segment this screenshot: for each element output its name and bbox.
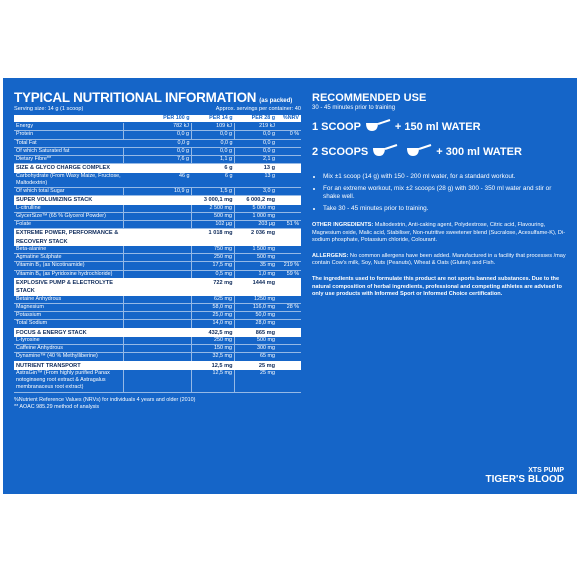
row-value (124, 353, 192, 361)
row-value: 102 µg (192, 221, 235, 229)
nutrition-table-header (14, 115, 301, 123)
row-value (277, 246, 301, 254)
row-value: 1250 mg (235, 296, 278, 304)
row-value: 782 kJ (124, 123, 192, 131)
section-header-row (14, 328, 301, 337)
section-header-row (14, 361, 301, 370)
row-value: 25 mg (235, 361, 278, 370)
row-value (124, 254, 192, 262)
row-value (277, 196, 301, 205)
table-row (14, 303, 301, 311)
table-row (14, 205, 301, 213)
row-label: Of which total Sugar (14, 188, 124, 196)
row-value (124, 221, 192, 229)
section-header-row (14, 229, 301, 246)
table-row (14, 173, 301, 188)
row-value (277, 139, 301, 147)
row-value: 500 mg (235, 254, 278, 262)
serving-size: Serving size: 14 g (1 scoop) (14, 106, 84, 112)
row-label: Beta-alanine (14, 246, 124, 254)
table-row (14, 312, 301, 320)
table-row (14, 320, 301, 328)
row-value: 5 000 mg (235, 205, 278, 213)
row-label: Vitamin B₃ (as Nicotinamide) (14, 262, 124, 270)
row-value: 3 000,1 mg (192, 196, 235, 205)
row-value: 25 mg (235, 370, 278, 392)
row-value: 2,1 g (235, 156, 278, 164)
usage-steps (312, 173, 566, 213)
row-value: 203 µg (235, 221, 278, 229)
table-sub-row (14, 188, 301, 196)
row-value (277, 173, 301, 188)
serving-info (14, 106, 301, 112)
table-row (14, 353, 301, 361)
sport-warning: The ingredients used to formulate this product are not sports banned substances. Due to the natural composition of herbal ingredients, professional and competing athletes are advised to only use products with Informed Sport or Informed Choice certification. (312, 276, 562, 297)
row-label: Caffeine Anhydrous (14, 345, 124, 353)
footnote-nrv: %Nutrient Reference Values (NRVs) for individuals 4 years and older (2010) (14, 396, 196, 403)
row-value: 250 mg (192, 254, 235, 262)
row-value (277, 205, 301, 213)
row-value: 500 mg (235, 337, 278, 345)
row-value (277, 320, 301, 328)
nutrition-footnotes (14, 397, 301, 411)
table-row (14, 156, 301, 164)
row-value (124, 303, 192, 311)
table-row (14, 254, 301, 262)
row-value (124, 296, 192, 304)
scoop-one-label: 1 SCOOP (312, 121, 361, 133)
row-value (124, 312, 192, 320)
usage-step: • Mix ±1 scoop (14 g) with 150 - 200 ml water, for a standard workout. (323, 173, 566, 182)
row-value: 432,5 mg (192, 328, 235, 337)
row-value (124, 320, 192, 328)
row-value (277, 296, 301, 304)
row-value (277, 229, 301, 246)
product-name-block (486, 467, 565, 485)
row-value: 14,0 mg (192, 320, 235, 328)
table-row (14, 262, 301, 270)
table-row (14, 337, 301, 345)
table-row (14, 212, 301, 220)
scoop-two-label: 2 SCOOPS (312, 146, 369, 158)
label-panel (3, 78, 577, 494)
row-value (124, 164, 192, 173)
row-value: 219 % (277, 262, 301, 270)
row-value (277, 147, 301, 155)
row-value: 1,1 g (192, 156, 235, 164)
footnote-aoac: ** AOAC 985.29 method of analysis (14, 403, 100, 410)
row-value: 0,0 g (235, 139, 278, 147)
row-value: 13 g (235, 173, 278, 188)
row-value: 6 g (192, 164, 235, 173)
row-value: 32,5 mg (192, 353, 235, 361)
row-value: 28,0 mg (235, 320, 278, 328)
row-value (124, 205, 192, 213)
row-value (124, 370, 192, 392)
row-value (277, 337, 301, 345)
row-value: 500 mg (192, 212, 235, 220)
row-value: 46 g (124, 173, 192, 188)
row-label: Total Sodium (14, 320, 124, 328)
nutrition-section (14, 90, 301, 411)
row-label: Vitamin B₆ (as Pyridoxine hydrochloride) (14, 270, 124, 278)
row-value (124, 262, 192, 270)
row-value (124, 361, 192, 370)
scoop-one-water: + 150 ml WATER (394, 121, 481, 133)
usage-step: • For an extreme workout, mix ±2 scoops (28 g) with 300 - 350 ml water and stir or shake well. (323, 185, 566, 202)
table-row (14, 270, 301, 278)
row-value: 0,0 g (192, 147, 235, 155)
row-value (277, 361, 301, 370)
row-value: 250 mg (192, 337, 235, 345)
row-label: Protein (14, 131, 124, 139)
table-row (14, 139, 301, 147)
row-value: 0,0 g (235, 131, 278, 139)
row-value (277, 370, 301, 392)
row-label: Folate (14, 221, 124, 229)
col-header: %NRV (277, 115, 301, 123)
product-flavour: TIGER'S BLOOD (485, 474, 564, 485)
col-header: PER 14 g (192, 115, 235, 123)
row-value (124, 278, 192, 295)
row-value: 1,5 g (192, 188, 235, 196)
row-value (277, 328, 301, 337)
table-row (14, 221, 301, 229)
row-value: 150 mg (192, 345, 235, 353)
col-header: PER 28 g (235, 115, 278, 123)
row-value (277, 212, 301, 220)
row-value: 51 % (277, 221, 301, 229)
nutrition-title-row (14, 90, 301, 105)
row-value: 59 % (277, 270, 301, 278)
row-value (277, 353, 301, 361)
row-label: GlycerSize™ (65 % Glycerol Powder) (14, 212, 124, 220)
row-value: 2 036 mg (235, 229, 278, 246)
row-value (124, 229, 192, 246)
row-label: Of which Saturated fat (14, 147, 124, 155)
row-value: 1444 mg (235, 278, 278, 295)
row-label: L-tyrosine (14, 337, 124, 345)
row-value (277, 164, 301, 173)
row-label: SIZE & GLYCO CHARGE COMPLEX (14, 164, 124, 173)
row-label: Potassium (14, 312, 124, 320)
row-value (277, 254, 301, 262)
row-value: 35 mg (235, 262, 278, 270)
row-value: 7,6 g (124, 156, 192, 164)
row-value: 1 018 mg (192, 229, 235, 246)
row-value: 58,0 mg (192, 303, 235, 311)
row-value: 0,0 g (192, 131, 235, 139)
row-label: Dietary Fibre** (14, 156, 124, 164)
scoop-two-row (312, 145, 566, 159)
row-value: 65 mg (235, 353, 278, 361)
section-header-row (14, 278, 301, 295)
row-value: 1 000 mg (235, 212, 278, 220)
table-row (14, 345, 301, 353)
row-label: FOCUS & ENERGY STACK (14, 328, 124, 337)
nutrition-table (14, 115, 301, 393)
allergens-label: ALLERGENS: (312, 252, 349, 259)
row-value: 0,0 g (235, 147, 278, 155)
row-value: 13 g (235, 164, 278, 173)
row-label: EXTREME POWER, PERFORMANCE & RECOVERY STACK (14, 229, 124, 246)
row-value: 219 kJ (235, 123, 278, 131)
allergens-text: No common allergens have been added. Manufactured in a facility that processes /may contain Cow's milk, Soy, Nuts (Peanuts), Wheat & Oats (Gluten) and Fish. (312, 252, 566, 267)
row-label: L-citrulline (14, 205, 124, 213)
row-label: Total Fat (14, 139, 124, 147)
table-row (14, 131, 301, 139)
row-value (277, 188, 301, 196)
row-value: 0,0 g (124, 139, 192, 147)
row-value (277, 345, 301, 353)
table-row (14, 246, 301, 254)
other-ingredients (312, 222, 566, 244)
recommended-title: RECOMMENDED USE (312, 92, 427, 104)
row-value: 625 mg (192, 296, 235, 304)
row-value: 300 mg (235, 345, 278, 353)
row-label: Betaine Anhydrous (14, 296, 124, 304)
nutrition-title: TYPICAL NUTRITIONAL INFORMATION (14, 90, 257, 105)
row-label: SUPER VOLUMIZING STACK (14, 196, 124, 205)
row-value (277, 312, 301, 320)
row-value: 28 % (277, 303, 301, 311)
row-value: 2 500 mg (192, 205, 235, 213)
row-value (277, 156, 301, 164)
row-label: NUTRIENT TRANSPORT (14, 361, 124, 370)
scoop-icon (364, 119, 392, 136)
row-value: 750 mg (192, 246, 235, 254)
row-value (124, 270, 192, 278)
recommended-subtitle: 30 - 45 minutes prior to training (312, 105, 396, 111)
recommended-section (312, 92, 566, 298)
row-value (124, 345, 192, 353)
row-label: Dynamine™ (40 % Methylliberine) (14, 353, 124, 361)
scoop-icon (405, 144, 433, 161)
row-value: 0,0 g (192, 139, 235, 147)
row-label: Agmatine Sulphate (14, 254, 124, 262)
row-value: 3,0 g (235, 188, 278, 196)
usage-step: • Take 30 - 45 minutes prior to training. (323, 205, 566, 214)
row-value: 109 kJ (192, 123, 235, 131)
row-value: 0,0 g (124, 147, 192, 155)
row-value: 0,0 g (124, 131, 192, 139)
section-header-row (14, 164, 301, 173)
allergens (312, 253, 566, 267)
table-row (14, 296, 301, 304)
row-value: 17,5 mg (192, 262, 235, 270)
row-value (277, 278, 301, 295)
row-label: Magnesium (14, 303, 124, 311)
section-header-row (14, 196, 301, 205)
nutrition-title-note: (as packed) (259, 98, 293, 104)
row-label: Energy (14, 123, 124, 131)
scoop-one-row (312, 120, 566, 134)
row-value: 1 500 mg (235, 246, 278, 254)
table-row (14, 370, 301, 392)
row-value (124, 246, 192, 254)
servings-per-container: Approx. servings per container: 40 (215, 106, 301, 112)
row-value: 25,0 mg (192, 312, 235, 320)
row-value: 12,5 mg (192, 361, 235, 370)
row-value: 1,0 mg (235, 270, 278, 278)
row-value: 116,0 mg (235, 303, 278, 311)
row-value: 10,9 g (124, 188, 192, 196)
row-value: 0,5 mg (192, 270, 235, 278)
other-ingredients-text: Maltodextrin, Anti-caking agent, Polydextrose, Citric acid, Flavouring, Magnesium oxide, Malic acid, Stabiliser, Non-nutritive sweetener blend (Sucralose, Acesulfame-K), Di-sodium phosphate, Potassium chloride, Colourant. (312, 222, 566, 243)
row-value: 865 mg (235, 328, 278, 337)
row-value: 50,0 mg (235, 312, 278, 320)
row-label: EXPLOSIVE PUMP & ELECTROLYTE STACK (14, 278, 124, 295)
row-value (124, 212, 192, 220)
row-value (277, 123, 301, 131)
row-value: 6 000,2 mg (235, 196, 278, 205)
row-value: 12,5 mg (192, 370, 235, 392)
row-label: AstraGin™ (From highly purified Panax notoginseng root extract & Astragalus membranaceus root extract) (14, 370, 124, 392)
row-value: 6 g (192, 173, 235, 188)
row-value: 722 mg (192, 278, 235, 295)
row-label: Carbohydrate (From Waxy Maize, Fructose, Maltodextrin) (14, 173, 124, 188)
scoop-icon (371, 144, 399, 161)
table-sub-row (14, 147, 301, 155)
row-value (124, 337, 192, 345)
row-value (124, 328, 192, 337)
table-row (14, 123, 301, 131)
product-line: XTS PUMP (528, 467, 564, 474)
row-value (124, 196, 192, 205)
other-ingredients-label: OTHER INGREDIENTS: (312, 222, 374, 229)
col-header (14, 115, 124, 123)
row-value: 0 % (277, 131, 301, 139)
scoop-two-water: + 300 ml WATER (436, 146, 522, 158)
col-header: PER 100 g (124, 115, 192, 123)
